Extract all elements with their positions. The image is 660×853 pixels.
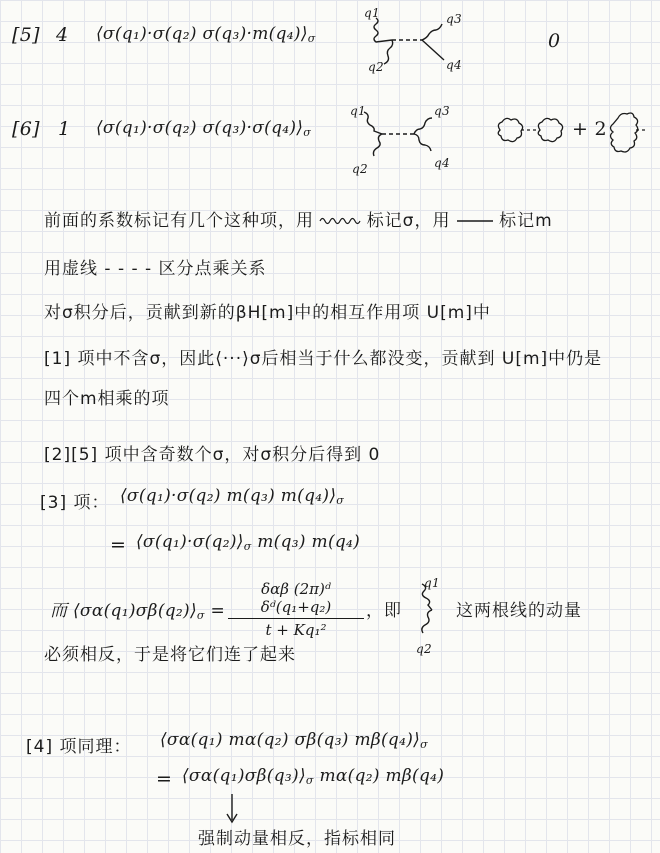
- item3-propagator-lhs: 而 $⟨\sigma\alpha(q_1)\sigma\beta(q_2)⟩_\sigma$ =: [50, 601, 225, 622]
- row6-coefficient: 1: [58, 118, 71, 140]
- text-line-5: 四个m相乘的项: [44, 389, 170, 409]
- wavy-line-symbol: [320, 216, 360, 226]
- item3-heading: [3] 项：: [40, 493, 110, 513]
- item3-note-2: 必须相反，于是将它们连了起来: [44, 645, 296, 665]
- row5-expression: ⟨σ(q₁)·σ(q₂) $\sigma(q_3)\cdot m(q_4)⟩_\sigma$: [96, 24, 316, 45]
- item4-expression-1: ⟨σα(q₁) mα(q₂) σβ(q₃) $m\beta(q_4)⟩_\sigma$: [160, 730, 428, 751]
- row6-q4-label: q4: [434, 156, 450, 170]
- row5-result: 0: [548, 30, 561, 52]
- item3-expression-2: $⟨\sigma(q_1)\cdot\sigma(q_2)⟩_\sigma$ m(q₃) m(q₄): [136, 532, 361, 553]
- item3-propagator-fraction: [228, 580, 364, 639]
- fraction-denominator: t + Kq₁²: [265, 621, 327, 639]
- row6-expression: ⟨σ(q₁)·σ(q₂) $\sigma(q_3)\cdot\sigma(q_4)⟩_\sigma$: [96, 118, 312, 139]
- item3-equals: =: [110, 534, 127, 556]
- item4-note: 强制动量相反，指标相同: [198, 829, 396, 849]
- text-line-4: [1] 项中不含σ，因此⟨···⟩σ后相当于什么都没变，贡献到 U[m]中仍是: [44, 349, 603, 369]
- row5-q1-label: q1: [364, 6, 380, 20]
- row5-q2-label: q2: [368, 60, 384, 74]
- text-line-2: 用虚线 - - - - 区分点乘关系: [44, 259, 267, 279]
- row6-label: [6]: [12, 118, 40, 140]
- text-line-3: 对σ积分后，贡献到新的βH[m]中的相互作用项 U[m]中: [44, 303, 491, 323]
- item3-q1-label: q1: [424, 576, 440, 590]
- item4-heading: [4] 项同理：: [26, 737, 132, 757]
- fraction-bar: [228, 618, 364, 619]
- row6-loop-diagrams: [490, 108, 650, 154]
- row6-q2-label: q2: [352, 162, 368, 176]
- text-line-6: [2][5] 项中含奇数个σ，对σ积分后得到 0: [44, 445, 381, 465]
- row5-q4-label: q4: [446, 58, 462, 72]
- item4-equals: =: [156, 768, 173, 790]
- fraction-numerator: δαβ (2π)ᵈ δᵈ(q₁+q₂): [260, 580, 332, 616]
- straight-line-symbol: [457, 218, 493, 224]
- row6-q3-label: q3: [434, 104, 450, 118]
- row5-q3-label: q3: [446, 12, 462, 26]
- item4-arrow: [226, 794, 238, 826]
- text-line-1: 前面的系数标记有几个这种项，用 标记σ，用 标记m: [44, 211, 553, 231]
- item4-expression-2: $⟨\sigma\alpha(q_1)\sigma\beta(q_3)⟩_\sigma$ mα(q₂) mβ(q₄): [182, 766, 445, 787]
- item3-q2-label: q2: [416, 642, 432, 656]
- row5-label: [5]: [12, 24, 40, 46]
- item3-propagator-diagram: [408, 580, 458, 650]
- item3-expression-1: ⟨σ(q₁)·σ(q₂) m(q₃) $m(q_4)⟩_\sigma$: [120, 486, 345, 507]
- row5-coefficient: 4: [56, 24, 69, 46]
- item3-note: 这两根线的动量: [456, 601, 582, 621]
- item3-ie: ，即: [366, 601, 402, 621]
- row6-q1-label: q1: [350, 104, 366, 118]
- row6-plus-two: + 2: [572, 118, 607, 140]
